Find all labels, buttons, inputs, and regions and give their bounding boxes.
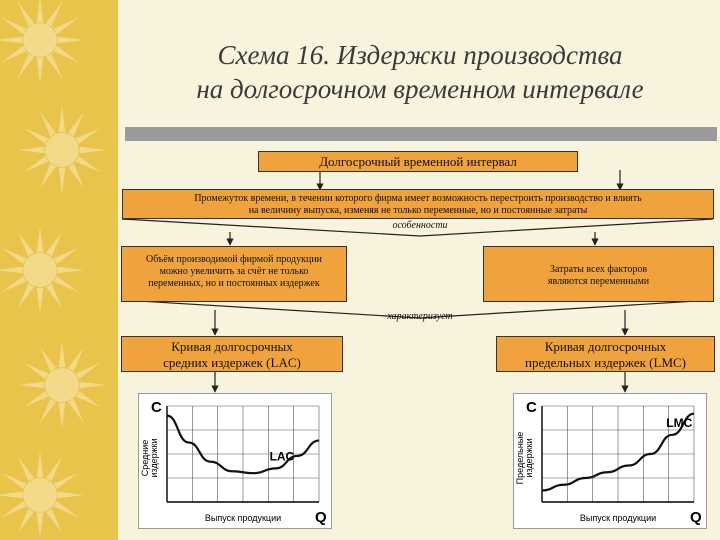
lmc-y-letter: C — [526, 399, 537, 416]
feature-left-line2: можно увеличить за счёт не только — [159, 266, 309, 277]
definition-box — [122, 189, 714, 219]
feature-left-box — [121, 246, 347, 302]
long-run-period-box: Долгосрочный временной интервал — [258, 151, 578, 172]
lac-line1: Кривая долгосрочных — [171, 339, 293, 354]
feature-left-line1: Объём производимой фирмой продукции — [145, 254, 323, 265]
lmc-x-label: Выпуск продукции — [579, 513, 657, 523]
lac-chart — [138, 393, 332, 529]
characterizes-label: характеризует — [387, 311, 453, 322]
lmc-chart — [513, 393, 707, 529]
lac-x-label: Выпуск продукции — [204, 513, 282, 523]
lac-x-letter: Q — [315, 509, 327, 526]
lac-y-label: издержки — [149, 438, 159, 478]
lmc-x-letter: Q — [690, 509, 702, 526]
lmc-line1: Кривая долгосрочных — [544, 339, 667, 354]
lac-y-label: Средние — [140, 439, 150, 477]
lac-chart-svg — [139, 394, 331, 528]
definition-line2: на величину выпуска, изменяя не только переменные, но и постоянные затраты — [248, 205, 588, 216]
features-label: особенности — [392, 220, 448, 231]
feature-right-box — [483, 246, 714, 302]
lmc-y-label: издержки — [524, 438, 534, 478]
lmc-series-label: LMC — [666, 415, 693, 430]
lmc-curve-box — [496, 336, 715, 372]
feature-right-line1: Затраты всех факторов — [549, 264, 648, 275]
lmc-y-label: Предельные — [515, 431, 525, 485]
lmc-line2: предельных издержек (LMC) — [524, 355, 686, 370]
lac-y-letter: C — [151, 399, 162, 416]
slide-title-line2: на долгосрочном временном интервале — [196, 74, 644, 104]
lac-series-label: LAC — [269, 449, 295, 464]
feature-right-line2: являются переменными — [547, 276, 650, 287]
feature-left-line3: переменных, но и постоянных издержек — [148, 278, 320, 289]
lmc-chart-svg — [514, 394, 706, 528]
slide-title-line1: Схема 16. Издержки производства — [217, 40, 623, 70]
lac-curve-box — [121, 336, 343, 372]
lac-line2: средних издержек (LAC) — [163, 355, 301, 370]
definition-line1: Промежуток времени, в течении которого фирма имеет возможность перестроить производство и влиять — [194, 193, 642, 204]
